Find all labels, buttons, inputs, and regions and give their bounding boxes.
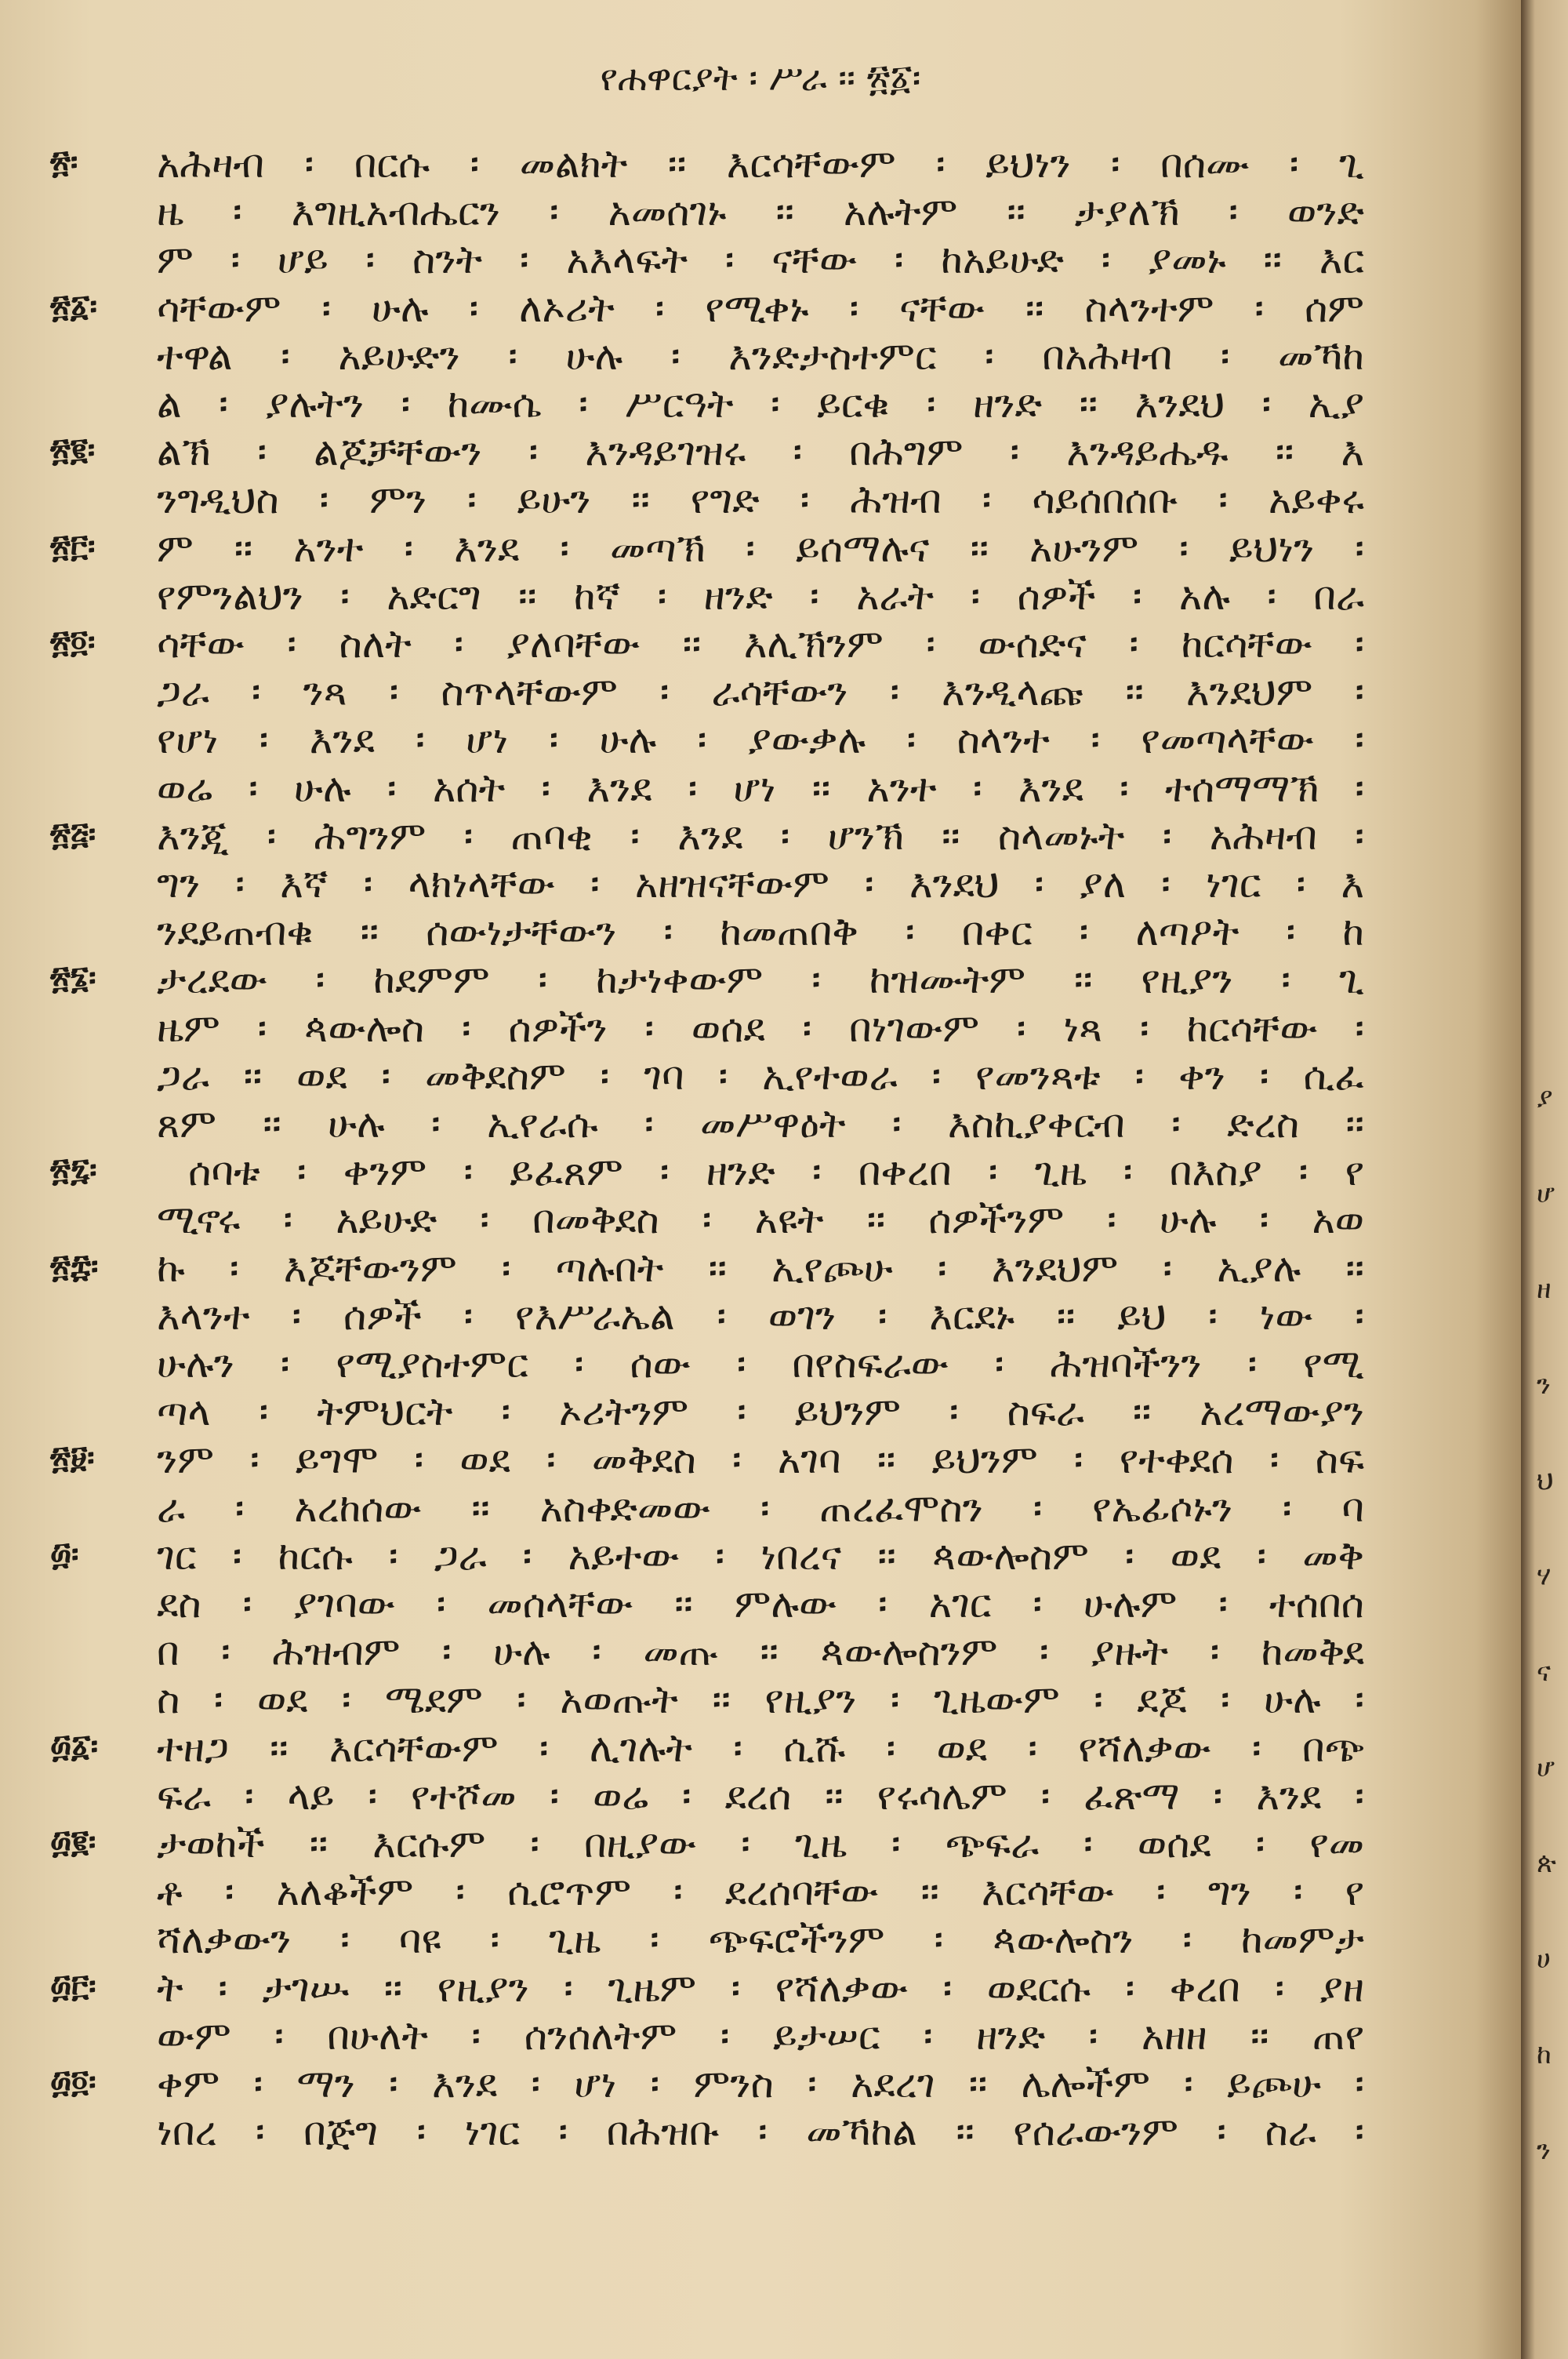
verse-number: ፴፬፡: [50, 2064, 96, 2100]
text-line: ውም ፡ በሁለት ፡ ሰንሰለትም ፡ ይታሠር ፡ ዘንድ ፡ አዘዘ ፡፡ ጠየ: [157, 2012, 1364, 2059]
facing-page-glyph: ሆ: [1537, 1752, 1555, 1783]
text-line: ም ፡፡ አንተ ፡ እንደ ፡ መጣኽ ፡ ይሰማሉና ፡፡ አሁንም ፡ ይህነን ፡: [157, 525, 1364, 571]
text-line: ንደይጠብቁ ፡፡ ሰውነታቸውን ፡ ከመጠበቅ ፡ በቀር ፡ ለጣዖት ፡ ከ: [157, 909, 1364, 955]
text-line: ነበረ ፡ በጅግ ፡ ነገር ፡ በሕዝቡ ፡ መኻከል ፡፡ የሰራውንም ፡ ስራ ፡: [157, 2109, 1364, 2155]
facing-page-glyph: ሀ: [1537, 1943, 1551, 1975]
text-line: ኩ ፡ እጆቸውንም ፡ ጣሉበት ፡፡ ኢየጮሁ ፡ እንደህም ፡ ኢያሉ ፡፡: [157, 1245, 1364, 1291]
text-line: ዜ ፡ እግዚአብሔርን ፡ አመሰገኑ ፡፡ አሉትም ፡፡ ታያለኽ ፡ ወንድ: [157, 189, 1364, 235]
text-line: ም ፡ ሆይ ፡ ስንት ፡ አእላፍት ፡ ናቸው ፡ ከአይሁድ ፡ ያመኑ ፡፡ እር: [157, 237, 1364, 283]
text-line: ጸም ፡፡ ሁሉ ፡ ኢየራሱ ፡ መሥዋዕት ፡ እስኪያቀርብ ፡ ድረስ ፡፡: [157, 1101, 1364, 1147]
text-line: ታወከች ፡፡ እርሱም ፡ በዚያው ፡ ጊዜ ፡ ጭፍራ ፡ ወሰደ ፡ የመ: [157, 1821, 1364, 1866]
verse-number: ፳፱፡: [50, 1440, 95, 1477]
text-line: ሰባቱ ፡ ቀንም ፡ ይፈጸም ፡ ዘንድ ፡ በቀረበ ፡ ጊዜ ፡ በእስያ ፡ የ: [188, 1149, 1364, 1195]
verse-number: ፳፰፡: [50, 1248, 99, 1285]
verse-number: ፳፡: [50, 144, 78, 180]
facing-page-glyph: ጵ: [1537, 1848, 1556, 1879]
text-line: ስ ፡ ወደ ፡ ሜደም ፡ አወጡት ፡፡ የዚያን ፡ ጊዜውም ፡ ደጆ ፡ ሁሉ ፡: [157, 1677, 1364, 1723]
facing-page-glyph: ሃ: [1537, 1561, 1552, 1592]
facing-page-glyph: ሆ: [1537, 1178, 1555, 1209]
text-line: ግን ፡ እኛ ፡ ላክነላቸው ፡ አዘዝናቸውም ፡ እንደህ ፡ ያለ ፡ ነገር ፡ እ: [157, 861, 1364, 907]
facing-page-glyph: ና: [1537, 1656, 1552, 1688]
text-line: ወሬ ፡ ሁሉ ፡ አሰት ፡ እንደ ፡ ሆነ ፡፡ አንተ ፡ እንደ ፡ ተሰማማኽ ፡: [157, 765, 1364, 811]
verse-number: ፴፡: [50, 1536, 79, 1572]
text-line: ደስ ፡ ያገባው ፡ መሰላቸው ፡፡ ምሉው ፡ አገር ፡ ሁሉም ፡ ተሰበሰ: [157, 1581, 1364, 1627]
text-line: እንጂ ፡ ሕግንም ፡ ጠባቂ ፡ እንደ ፡ ሆንኽ ፡፡ ስላመኑት ፡ አሕዛብ ፡: [157, 812, 1364, 859]
text-line: ጣላ ፡ ትምህርት ፡ ኦሪትንም ፡ ይህንም ፡ ስፍራ ፡፡ አረማውያን: [157, 1389, 1364, 1435]
facing-page-glyph: ከ: [1537, 2039, 1552, 2070]
text-line: ሚኖሩ ፡ አይሁድ ፡ በመቅደስ ፡ አዩት ፡፡ ሰዎችንም ፡ ሁሉ ፡ አወ: [157, 1197, 1364, 1243]
text-line: ተዘጋ ፡፡ እርሳቸውም ፡ ሊገሉት ፡ ሲሹ ፡ ወደ ፡ የሻለቃው ፡ በጭ: [157, 1725, 1365, 1771]
verse-number: ፳፭፡: [50, 816, 96, 852]
text-line: ቶ ፡ አለቆችም ፡ ሲሮጥም ፡ ደረሰባቸው ፡፡ እርሳቸው ፡ ግን ፡ የ: [157, 1869, 1364, 1915]
verse-number: ፴፪፡: [50, 1824, 96, 1860]
text-line: ሁሉን ፡ የሚያስተምር ፡ ሰው ፡ በየስፍራው ፡ ሕዝባችንን ፡ የሚ: [157, 1341, 1364, 1387]
facing-page-glyph: ን: [1537, 2135, 1551, 2166]
text-line: ል ፡ ያሉትን ፡ ከሙሴ ፡ ሥርዓት ፡ ይርቁ ፡ ዘንድ ፡፡ እንደህ ፡ ኢያ: [157, 381, 1364, 427]
verse-number: ፳፮፡: [50, 960, 96, 997]
text-line: ንግዲህስ ፡ ምን ፡ ይሁን ፡፡ የግድ ፡ ሕዝብ ፡ ሳይሰበሰቡ ፡ አይቀሩ: [157, 477, 1364, 523]
facing-page-glyph: ን: [1537, 1369, 1551, 1401]
text-line: ንም ፡ ይግሞ ፡ ወደ ፡ መቅደስ ፡ አገባ ፡፡ ይህንም ፡ የተቀደሰ ፡ ስፍ: [157, 1437, 1364, 1483]
facing-page-glyph: ህ: [1537, 1465, 1554, 1496]
facing-page-glyph: ያ: [1537, 1082, 1553, 1114]
text-line: አሕዛብ ፡ በርሱ ፡ መልክት ፡፡ እርሳቸውም ፡ ይህነን ፡ በሰሙ ፡ ጊ: [157, 141, 1364, 187]
text-line: ቀም ፡ ማን ፡ እንደ ፡ ሆነ ፡ ምንስ ፡ አደረገ ፡፡ ሌሎችም ፡ ይጮሁ ፡: [157, 2061, 1364, 2106]
verse-number: ፳፯፡: [50, 1152, 97, 1189]
text-line: የምንልህን ፡ አድርግ ፡፡ ከኛ ፡ ዘንድ ፡ አራት ፡ ሰዎች ፡ አሉ ፡ በራ: [157, 572, 1364, 619]
text-line: ጋራ ፡ ንጻ ፡ ስጥላቸውም ፡ ራሳቸውን ፡ እንዲላጩ ፡፡ እንደህም ፡: [157, 669, 1364, 715]
text-line: ዜም ፡ ጳውሎስ ፡ ሰዎችን ፡ ወሰደ ፡ በነገውም ፡ ነጻ ፡ ከርሳቸው ፡: [157, 1005, 1364, 1051]
verse-number: ፳፫፡: [50, 528, 96, 565]
text-line: ታረደው ፡ ከደምም ፡ ከታነቀውም ፡ ከዝሙትም ፡፡ የዚያን ፡ ጊ: [157, 957, 1364, 1003]
text-line: ራ ፡ አረከሰው ፡፡ አስቀድመው ፡ ጠረፈሞስን ፡ የኤፊሶኑን ፡ ባ: [157, 1485, 1364, 1531]
verse-number: ፳፩፡: [50, 288, 97, 325]
text-line: የሆነ ፡ እንደ ፡ ሆነ ፡ ሁሉ ፡ ያውቃሉ ፡ ስላንተ ፡ የመጣላቸው ፡: [157, 717, 1364, 763]
text-line: በ ፡ ሕዝብም ፡ ሁሉ ፡ መጡ ፡፡ ጳውሎስንም ፡ ያዙት ፡ ከመቅደ: [157, 1629, 1364, 1675]
text-line: ሳቸውም ፡ ሁሉ ፡ ለኦሪት ፡ የሚቀኑ ፡ ናቸው ፡፡ ስላንተም ፡ ሰም: [157, 285, 1364, 331]
text-line: ሻለቃውን ፡ ባዩ ፡ ጊዜ ፡ ጭፍሮችንም ፡ ጳውሎስን ፡ ከመምታ: [157, 1917, 1364, 1963]
text-line: ተዋል ፡ አይሁድን ፡ ሁሉ ፡ እንድታስተምር ፡ በአሕዛብ ፡ መኻከ: [157, 333, 1364, 379]
facing-page-glyph: ዘ: [1537, 1274, 1552, 1305]
running-header: የሐዋርያት ፡ ሥራ ፡፡ ፳፩፡: [600, 56, 921, 99]
text-line: ገር ፡ ከርሱ ፡ ጋራ ፡ አይተው ፡ ነበረና ፡፡ ጳውሎስም ፡ ወደ ፡ መቅ: [157, 1532, 1364, 1579]
verse-number: ፳፪፡: [50, 432, 96, 469]
text-line: ት ፡ ታገሡ ፡፡ የዚያን ፡ ጊዜም ፡ የሻለቃው ፡ ወደርሱ ፡ ቀረበ ፡ ያዘ: [157, 1965, 1364, 2011]
text-line: ፍራ ፡ ላይ ፡ የተሾመ ፡ ወሬ ፡ ደረሰ ፡፡ የሩሳሌም ፡ ፈጽማ ፡ እንደ ፡: [157, 1772, 1364, 1819]
text-line: ጋራ ፡፡ ወደ ፡ መቅደስም ፡ ገባ ፡ ኢየተወራ ፡ የመንጻቱ ፡ ቀን ፡ ሲፈ: [157, 1052, 1364, 1099]
text-line: ሳቸው ፡ ስለት ፡ ያለባቸው ፡፡ እሊኽንም ፡ ውሰድና ፡ ከርሳቸው ፡: [157, 621, 1364, 667]
verse-number: ፳፬፡: [50, 624, 96, 660]
verse-number: ፴፫፡: [50, 1968, 96, 2005]
text-line: ልኽ ፡ ልጆቻቸውን ፡ እንዳይገዝሩ ፡ በሕግም ፡ እንዳይሔዱ ፡፡ እ: [157, 429, 1364, 475]
text-line: እላንተ ፡ ሰዎች ፡ የእሥራኤል ፡ ወገን ፡ እርደኑ ፡፡ ይህ ፡ ነው ፡: [157, 1292, 1364, 1339]
verse-number: ፴፩፡: [50, 1728, 99, 1765]
